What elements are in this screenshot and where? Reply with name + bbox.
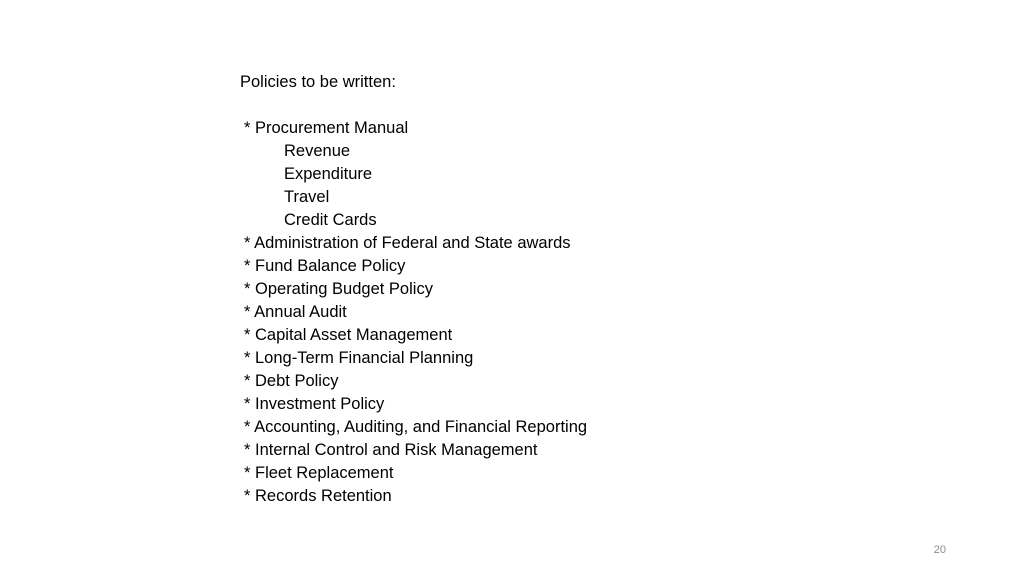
page-number: 20: [933, 544, 946, 556]
sub-item-revenue: Revenue: [284, 142, 351, 160]
list-item-records-retention: * Records Retention: [244, 487, 392, 505]
list-item-investment-policy: * Investment Policy: [244, 395, 385, 413]
list-item-fund-balance-policy: * Fund Balance Policy: [244, 257, 406, 275]
slide-heading: Policies to be written:: [240, 73, 396, 91]
list-item-debt-policy: * Debt Policy: [244, 372, 339, 390]
list-item-fleet-replacement: * Fleet Replacement: [244, 464, 394, 482]
list-item-operating-budget-policy: * Operating Budget Policy: [244, 280, 433, 298]
list-item-long-term-financial-planning: * Long-Term Financial Planning: [244, 349, 474, 367]
slide-content: [240, 71, 840, 508]
sub-item-credit-cards: Credit Cards: [284, 211, 377, 229]
list-item-accounting-auditing-reporting: * Accounting, Auditing, and Financial Reporting: [244, 418, 588, 436]
list-item-annual-audit: * Annual Audit: [244, 303, 347, 321]
list-item-federal-state-awards: * Administration of Federal and State awards: [244, 234, 571, 252]
sub-item-travel: Travel: [284, 188, 330, 206]
list-item-procurement-manual: * Procurement Manual: [244, 119, 409, 137]
sub-item-expenditure: Expenditure: [284, 165, 373, 183]
list-item-capital-asset-management: * Capital Asset Management: [244, 326, 453, 344]
list-item-internal-control-risk: * Internal Control and Risk Management: [244, 441, 538, 459]
